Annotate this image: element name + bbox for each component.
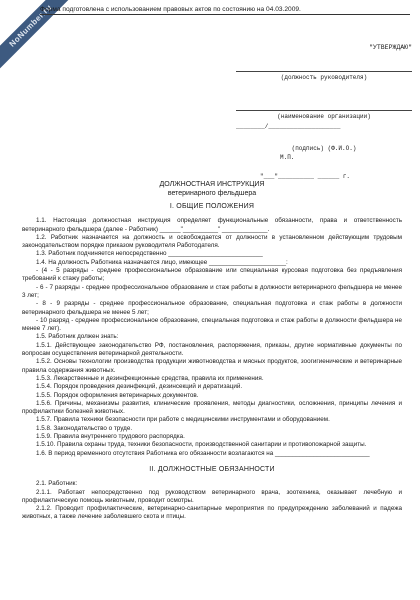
clause-1-5-5: 1.5.5. Порядок оформления ветеринарных документов. <box>36 391 199 399</box>
head-caption: (должность руководителя) <box>280 74 368 81</box>
approval-block <box>236 40 412 180</box>
doc-title: ДОЛЖНОСТНАЯ ИНСТРУКЦИЯ <box>159 181 265 188</box>
clause-1-5-8: 1.5.8. Законодательство о труде. <box>36 424 133 432</box>
clause-1-3: 1.3. Работник подчиняется непосредственно ___________________________ <box>36 250 263 258</box>
clause-1-4-c: - 8 - 9 разряды - среднее профессиональное образование, специальная подготовка и стаж работы в должности ветеринарного фельдшера не менее 5 лет; <box>22 300 402 316</box>
clause-1-5-6: 1.5.6. Причины, механизмы развития, клинические проявления, методы диагностики, осложнения, принципы лечения и профилактики болезней животных. <box>22 399 402 416</box>
clause-1-5-10: 1.5.10. Правила охраны труда, техники безопасности, производственной санитарии и противопожарной защиты. <box>36 441 367 449</box>
clause-1-5-9: 1.5.9. Правила внутреннего трудового распорядка. <box>36 433 185 441</box>
approval-date: "___"__________ ______ г. <box>260 173 351 180</box>
clause-2-1-2: 2.1.2. Проводит профилактические, ветеринарно-санитарные мероприятия по предупреждению заболеваний и падежа животных, а также лечение заболевшего скота и птицы. <box>22 505 402 521</box>
section-2-heading: II. ДОЛЖНОСТНЫЕ ОБЯЗАННОСТИ <box>149 465 275 473</box>
head-line <box>236 51 412 81</box>
sign-line: ________/____________________ <box>236 123 341 130</box>
clause-1-5-7: 1.5.7. Правила техники безопасности при работе с медицинскими инструментами и оборудованием. <box>36 416 330 424</box>
org-line <box>236 90 412 120</box>
clause-1-6: 1.6. В период временного отсутствия Работника его обязанности возлагаются на ___________________________ <box>36 449 370 457</box>
clause-1-4-d: - 10 разряд - среднее профессиональное образование, специальная подготовка и стаж работы в должности фельдшера не менее 7 лет). <box>22 316 402 333</box>
clause-1-5: 1.5. Работник должен знать: <box>36 333 119 341</box>
clause-2-1-1: 2.1.1. Работает непосредственно под руководством ветеринарного врача, зоотехника, оказывает лечебную и профилактическую помощь животным, проводит осмотры. <box>22 488 402 504</box>
watermark-ribbon: NoNumber.ru <box>0 0 83 78</box>
header-note: Форма подготовлена с использованием правовых актов по состоянию на 04.03.2009. <box>40 6 410 15</box>
clause-1-5-1: 1.5.1. Действующее законодательство РФ, постановления, распоряжения, приказы, другие нормативные документы по вопросам осуществления ветеринарной деятельности. <box>22 341 402 358</box>
clause-1-5-3: 1.5.3. Лекарственные и дезинфекционные средства, правила их применения. <box>36 374 264 382</box>
sign-caption: (подпись) (Ф.И.О.) <box>291 145 357 152</box>
section-1-heading: I. ОБЩИЕ ПОЛОЖЕНИЯ <box>169 203 255 210</box>
clause-1-4-b: - 6 - 7 разряды - среднее профессиональное образование и стаж работы в должности ветеринарного фельдшера не менее 3 лет; <box>22 283 402 299</box>
clause-1-2: 1.2. Работник назначается на должность и освобождается от должности в установленном действующим трудовым законодательством порядке приказом руководителя Работодателя. <box>22 233 402 250</box>
stamp-mark: М.П. <box>280 154 295 161</box>
clause-1-4-a: - (4 - 5 разряды - среднее профессиональное образование или специальная курсовая подготовка без предъявления требований к стажу работы; <box>22 267 402 283</box>
org-caption: (наименование организации) <box>277 113 371 120</box>
clause-1-1: 1.1. Настоящая должностная инструкция определяет функциональные обязанности, права и ответственность ветеринарного фельдшера (далее - Работник) ______"__________" _____________. <box>22 217 402 233</box>
clause-2-1: 2.1. Работник: <box>36 480 78 488</box>
clause-1-4: 1.4. На должность Работника назначается лицо, имеющее ______________________: <box>36 258 288 266</box>
doc-subtitle: ветеринарного фельдшера <box>167 190 257 197</box>
clause-1-5-2: 1.5.2. Основы технологии производства продукции животноводства и мясных продуктов, зоогигиенические и ветеринарные правила содержания животных. <box>22 358 402 374</box>
clause-1-5-4: 1.5.4. Порядок проведения дезинфекций, дезинсекций и дератизаций. <box>36 383 243 391</box>
document-body <box>22 180 402 522</box>
approval-title: "УТВЕРЖДАЮ" <box>369 44 412 51</box>
